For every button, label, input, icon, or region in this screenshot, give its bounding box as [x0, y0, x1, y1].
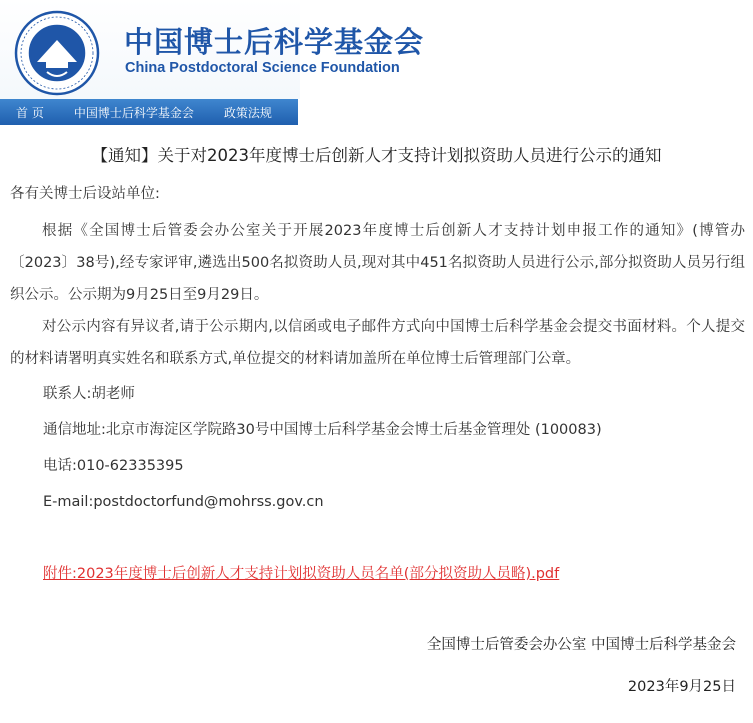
notice-paragraph-1: 根据《全国博士后管委会办公室关于开展2023年度博士后创新人才支持计划申报工作的通知》(博管办〔2023〕38号),经专家评审,遴选出500名拟资助人员,现对其中451名拟资助人员进行公示,部分拟资助人员另行组织公示。公示期为9月25日至9月29日。 [10, 223, 745, 303]
site-title-en: China Postdoctoral Science Foundation [125, 60, 400, 76]
nav-item-foundation[interactable]: 中国博士后科学基金会 [73, 105, 194, 120]
notice-paragraph-2: 对公示内容有异议者,请于公示期内,以信函或电子邮件方式向中国博士后科学基金会提交书面材料。个人提交的材料请署明真实姓名和联系方式,单位提交的材料请加盖所在单位博士后管理部门公章。 [10, 319, 745, 367]
signature: 全国博士后管委会办公室 中国博士后科学基金会 [426, 637, 736, 653]
salutation: 各有关博士后设站单位: [10, 186, 160, 202]
notice-title: 【通知】关于对2023年度博士后创新人才支持计划拟资助人员进行公示的通知 [91, 146, 662, 165]
foundation-logo-icon [14, 10, 100, 96]
contact-person: 联系人:胡老师 [43, 386, 135, 402]
email-address: E-mail:postdoctorfund@mohrss.gov.cn [43, 494, 324, 510]
phone-number: 电话:010-62335395 [43, 458, 184, 474]
site-header [0, 0, 425, 99]
main-nav [0, 99, 298, 125]
notice-date: 2023年9月25日 [627, 679, 736, 695]
site-title-cn: 中国博士后科学基金会 [124, 25, 425, 59]
nav-item-home[interactable]: 首 页 [16, 105, 44, 120]
mailing-address: 通信地址:北京市海淀区学院路30号中国博士后科学基金会博士后基金管理处 (100083) [43, 422, 602, 438]
nav-item-policy[interactable]: 政策法规 [223, 105, 272, 120]
attachment-link[interactable]: 附件:2023年度博士后创新人才支持计划拟资助人员名单(部分拟资助人员略).pdf [43, 566, 560, 582]
